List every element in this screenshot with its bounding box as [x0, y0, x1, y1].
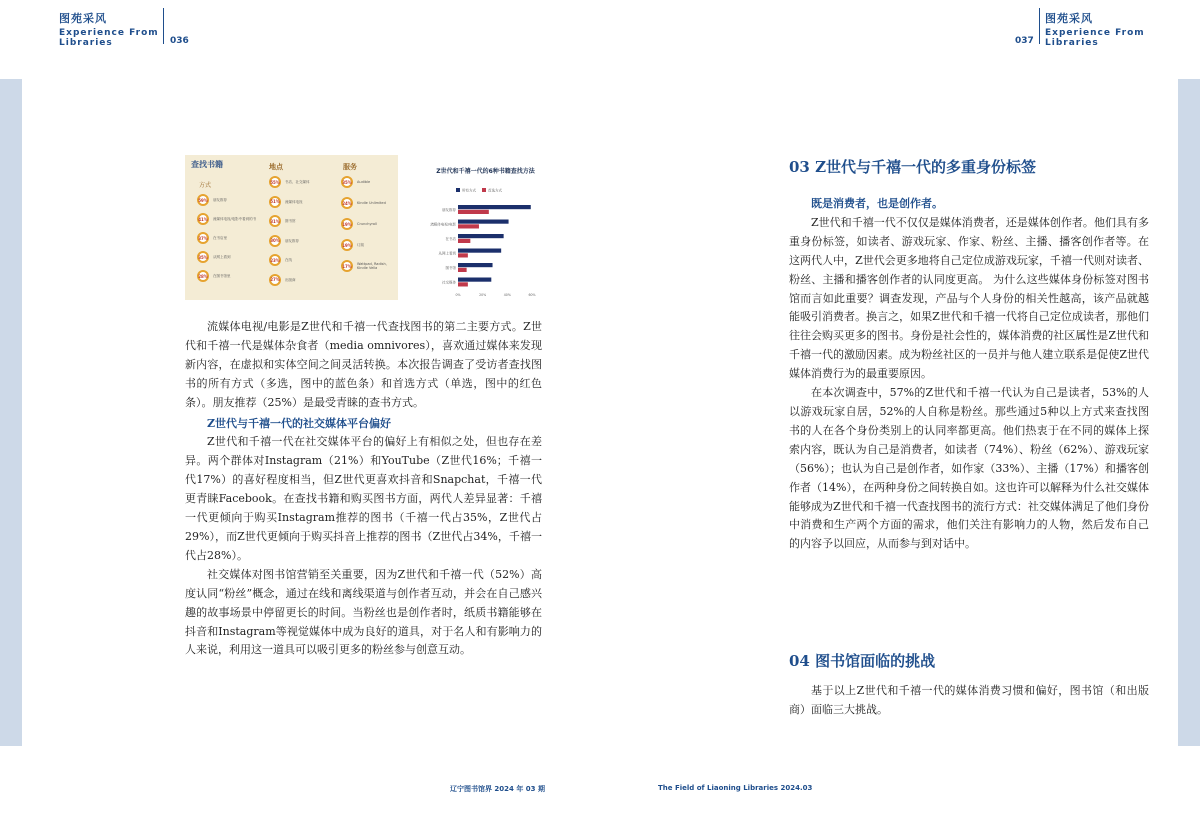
infographic-col-title: 地点 [269, 163, 283, 171]
category-label: 社交媒体 [442, 280, 456, 285]
infographic-row [269, 195, 303, 209]
chart-canvas [418, 160, 553, 300]
percent-badge: 19% [341, 239, 353, 251]
percent-badge: 59% [197, 194, 209, 206]
percent-badge: 17% [341, 260, 353, 272]
footer-left: 辽宁图书馆界 2024 年 03 期 [450, 785, 545, 793]
left-column-text [185, 318, 542, 660]
percent-badge: 24% [341, 197, 353, 209]
paragraph: Z世代和千禧一代在社交媒体平台的偏好上有相似之处，但也存在差异。两个群体对Instagram（21%）和YouTube（Z世代16%；千禧一代17%）的喜好程度相当，但Z世代更喜欢抖音和Snapchat，千禧一代更青睐Facebook。在查找书籍和购买图书方面，两代人差异显著：千禧一代更倾向于购买Instagram推荐的图书（千禧一代占35%，Z世代占29%），而Z世代更倾向于购买抖音上推荐的图书（Z世代占34%，千禧一代占28%）。 [185, 435, 542, 562]
infographic-row [341, 196, 386, 210]
infographic-label: 流媒体电视/电影中看到的书 [213, 217, 257, 221]
infographic-row [269, 253, 292, 267]
percent-badge: 30% [269, 235, 281, 247]
percent-badge: 27% [269, 274, 281, 286]
tick-label: 20% [479, 293, 487, 297]
header-left [59, 10, 159, 48]
infographic-row [197, 193, 227, 207]
section-title: 04 图书馆面临的挑战 [789, 652, 936, 670]
infographic-label: 书店、社交媒体 [285, 180, 310, 184]
percent-badge: 35% [197, 251, 209, 263]
column-name-en-1: Experience From [1045, 28, 1145, 38]
legend-swatch [482, 188, 486, 192]
tick-label: 60% [528, 293, 536, 297]
infographic-label: 出版商 [285, 277, 296, 282]
percent-badge: 23% [269, 254, 281, 266]
column-name-en-2: Libraries [59, 38, 113, 48]
bar-preferred-3 [458, 253, 468, 257]
infographic-label: 在书店里 [213, 236, 227, 240]
category-label: 流媒体电视/电影 [430, 222, 456, 227]
paragraph: 在本次调查中，57%的Z世代和千禧一代认为自己是读者，53%的人以游戏玩家自居，52%的人自称是粉丝。那些通过5种以上方式来查找图书的人在各个身份类别上的认同率都更高。他们热衷于在不同的媒体上探索内容，既认为自己是消费者，如读者（74%）、粉丝（62%）、游戏玩家（56%）；也认为自己是创作者，如作家（33%）、主播（17%）和播客创作者（14%），在两种身份之间转换自如。这也许可以解释为什么社交媒体能够成为Z世代和千禧一代查找图书的流行方式：社交媒体满足了他们身份中消费和生产两个方面的需求，他们关注有影响力的人物，然后发布自己的内容予以回应，从而参与到对话中。 [789, 386, 1149, 551]
category-label: 图书馆 [445, 266, 456, 270]
legend-label: 首选方式 [488, 188, 502, 193]
infographic-label: 在图书馆里 [213, 274, 231, 278]
right-column-text-2 [789, 682, 1149, 720]
footer-right: The Field of Liaoning Libraries 2024.03 [658, 784, 813, 792]
header-divider [163, 8, 164, 44]
percent-badge: 31% [269, 215, 281, 227]
infographic-subtitle: 方式 [199, 182, 212, 189]
tick-label: 40% [503, 293, 511, 297]
left-margin-band [0, 79, 22, 746]
infographic-label: 朋友推荐 [213, 198, 227, 202]
right-column-text [789, 195, 1149, 554]
infographic-row [197, 269, 231, 283]
right-margin-band [1178, 79, 1200, 746]
infographic-row [197, 231, 227, 245]
infographic-row [341, 259, 398, 273]
category-label: 在书店 [445, 237, 456, 241]
page-number-left: 036 [170, 36, 189, 46]
infographic-label: 从网上看到 [213, 255, 231, 259]
subheading: 既是消费者，也是创作者。 [811, 197, 943, 210]
paragraph: 流媒体电视/电影是Z世代和千禧一代查找图书的第二主要方式。Z世代和千禧一代是媒体杂食者（media omnivores），喜欢通过媒体来发现新内容，在虚拟和实体空间之间灵活转换。本次报告调查了受访者查找图书的所有方式（多选，图中的蓝色条）和首选方式（单选，图中的红色条）。朋友推荐（25%）是最受青睐的查书方式。 [185, 320, 542, 409]
percent-badge: 28% [197, 270, 209, 282]
infographic-row [341, 175, 370, 189]
infographic-row [269, 234, 299, 248]
bar-all-4 [458, 263, 493, 267]
infographic-row [341, 238, 364, 252]
bar-preferred-5 [458, 282, 468, 286]
infographic-label: Crunchyroll [357, 222, 377, 226]
column-name-en-2: Libraries [1045, 38, 1099, 48]
legend-label: 所有方式 [462, 188, 476, 193]
infographic-col-title: 服务 [343, 163, 357, 171]
bar-chart [418, 160, 553, 300]
column-name: 图苑采风 [1045, 12, 1093, 25]
page-number-right: 037 [1015, 36, 1034, 46]
infographic-row [197, 212, 256, 226]
column-name: 图苑采风 [59, 12, 107, 25]
infographic-row [197, 250, 231, 264]
infographic-label: 订阅 [357, 243, 364, 247]
infographic-label: 图书馆 [285, 219, 296, 223]
section-title: 03 Z世代与千禧一代的多重身份标签 [789, 158, 1037, 176]
infographic-row [269, 273, 296, 287]
bar-preferred-1 [458, 224, 479, 228]
percent-badge: 41% [197, 213, 209, 225]
bar-all-5 [458, 278, 491, 282]
paragraph: 社交媒体对图书馆营销至关重要，因为Z世代和千禧一代（52%）高度认同“粉丝”概念，通过在线和离线渠道与创作者互动，并会在自己感兴趣的故事场景中停留更长的时间。当粉丝也是创作者时，纸质书籍能够在抖音和Instagram等视觉媒体中成为良好的道具，对于名人和有影响力的人来说，利用这一道具可以吸引更多的粉丝参与创意互动。 [185, 567, 542, 657]
category-label: 从网上看到 [438, 251, 456, 256]
bar-preferred-4 [458, 268, 467, 272]
infographic-label: Wattpad, Radish, Kindle Vella [357, 262, 387, 270]
infographic-row [269, 214, 296, 228]
infographic-row [341, 217, 377, 231]
tick-label: 0% [455, 293, 461, 297]
infographic-label: 在线 [285, 258, 292, 262]
infographic-row [269, 175, 310, 189]
column-name-en-1: Experience From [59, 28, 159, 38]
percent-badge: 51% [269, 196, 281, 208]
infographic-label: Audible [357, 180, 371, 184]
percent-badge: 19% [341, 218, 353, 230]
percent-badge: 35% [341, 176, 353, 188]
bar-all-0 [458, 205, 531, 209]
bar-all-1 [458, 220, 509, 224]
infographic-title: 查找书籍 [191, 160, 223, 169]
chart-title: Z世代和千禧一代的6种书籍查找方法 [436, 168, 535, 175]
book-discovery-infographic [185, 155, 398, 300]
legend-swatch [456, 188, 460, 192]
bar-all-2 [458, 234, 504, 238]
bar-preferred-0 [458, 210, 489, 214]
subheading: Z世代与千禧一代的社交媒体平台偏好 [207, 416, 392, 430]
header-divider [1039, 8, 1040, 44]
paragraph: 基于以上Z世代和千禧一代的媒体消费习惯和偏好，图书馆（和出版商）面临三大挑战。 [789, 684, 1149, 716]
bar-preferred-2 [458, 239, 470, 243]
percent-badge: 37% [197, 232, 209, 244]
category-label: 朋友推荐 [442, 208, 456, 212]
header-right [1045, 10, 1145, 48]
paragraph: Z世代和千禧一代不仅仅是媒体消费者，还是媒体创作者。他们具有多重身份标签，如读者、游戏玩家、作家、粉丝、主播、播客创作者等。在这两代人中，Z世代会更多地将自己定位成游戏玩家，千禧一代则对读者、粉丝、主播和播客创作者的认同度更高。 为什么这些媒体身份标签对图书馆而言如此重要？调查发现，产品与个人身份的相关性越高，该产品就越能吸引消费者。换言之，如果Z世代和千禧一代将自己定位成读者，那他们往往会购买更多的图书。身份是社会性的，媒体消费的社区属性是Z世代和千禧一代的激励因素。成为粉丝社区的一员并与他人建立联系是促使Z世代媒体消费行为的最重要原因。 [789, 215, 1149, 381]
infographic-label: Kindle Unlimited [357, 201, 386, 205]
infographic-label: 流媒体电视 [285, 199, 303, 204]
percent-badge: 55% [269, 176, 281, 188]
bar-all-3 [458, 249, 501, 253]
infographic-label: 朋友推荐 [285, 238, 299, 243]
